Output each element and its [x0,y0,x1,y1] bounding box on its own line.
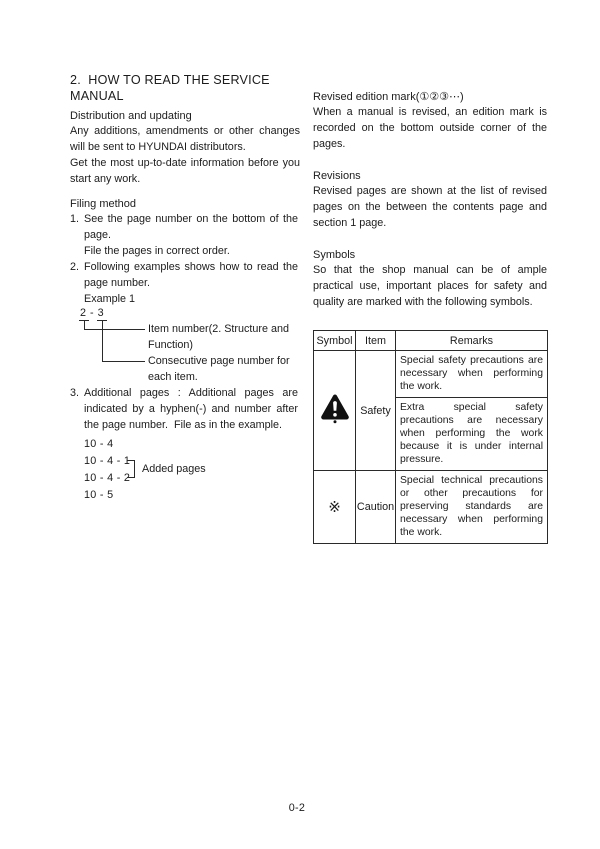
page-code: 10 - 5 [84,489,114,501]
page-code: 10 - 4 [84,438,114,450]
example-page-number: 2 - 3 [80,307,105,319]
added-pages-bracket [127,460,135,478]
page-code: 10 - 4 - 1 [84,455,131,467]
table-header-item: Item [356,331,396,351]
table-row-safety [314,351,548,398]
distribution-para-1: Any additions, amendments or other changes will be sent to HYUNDAI distributors. [70,125,300,153]
table-header-remarks: Remarks [396,331,548,351]
section-filing [70,197,300,506]
safety-item-cell: Safety [356,351,396,471]
safety-remark-1: Special safety precautions are necessary when performing the work. [396,351,548,398]
symbols-body: So that the shop manual can be of ample practical use, important places for safety and quality are marked with the following symbols. [313,264,547,308]
filing-item-1-text2: File the pages in correct order. [84,245,230,257]
section-symbols [313,248,547,310]
right-column [313,90,547,544]
distribution-para-2: Get the most up-to-date information before you start any work. [70,157,300,185]
revisions-heading: Revisions [313,170,361,182]
page-number-diagram [70,307,300,385]
distribution-heading: Distribution and updating [70,110,192,122]
warning-triangle-icon [320,393,350,425]
page-code: 10 - 4 - 2 [84,472,131,484]
section-revisions [313,169,547,231]
caution-remark: Special technical precautions or other precautions for preserving standards are necessary when performing the work. [396,471,548,544]
symbols-table [313,330,548,544]
list-number: 3. [70,387,80,399]
filing-heading: Filing method [70,198,137,210]
reference-mark-icon: ※ [328,498,341,516]
callout-line [102,320,145,362]
added-pages-label: Added pages [142,463,206,475]
filing-item-3 [70,385,300,433]
example-label: Example 1 [84,293,136,305]
section-revised-mark [313,90,547,152]
page-title: 2. HOW TO READ THE SERVICE MANUAL [70,73,274,103]
filing-item-3-text: Additional pages : Additional pages are indicated by a hyphen(-) and number after the page number. File as in the example. [84,387,298,431]
revisions-body: Revised pages are shown at the list of revised pages on the between the contents page and section 1 page. [313,185,547,229]
filing-item-1 [70,211,300,259]
safety-symbol-cell [314,351,356,471]
item-number-callout: Item number(2. Structure and Function) [148,323,290,351]
table-header-row [314,331,548,351]
revised-body: When a manual is revised, an edition mark is recorded on the bottom outside corner of the pages. [313,106,547,150]
page-number-footer: 0-2 [288,802,306,814]
left-column [70,72,300,506]
page-number-callout: Consecutive page number for each item. [148,355,290,383]
caution-item-cell: Caution [356,471,396,544]
caution-symbol-cell [314,471,356,544]
table-row-caution [314,471,548,544]
table-header-symbol: Symbol [314,331,356,351]
list-number: 2. [70,261,80,273]
revised-heading: Revised edition mark(①②③⋯) [313,91,464,103]
filing-item-2-text: Following examples shows how to read the page number. [84,261,298,289]
list-number: 1. [70,213,80,225]
symbols-heading: Symbols [313,249,356,261]
filing-item-2 [70,259,300,307]
section-distribution [70,109,300,187]
filing-item-1-text: See the page number on the bottom of the page. [84,213,298,241]
safety-remark-2: Extra special safety precautions are necessary when performing the work because it is under internal pressure. [396,398,548,471]
added-pages-diagram [70,436,300,506]
